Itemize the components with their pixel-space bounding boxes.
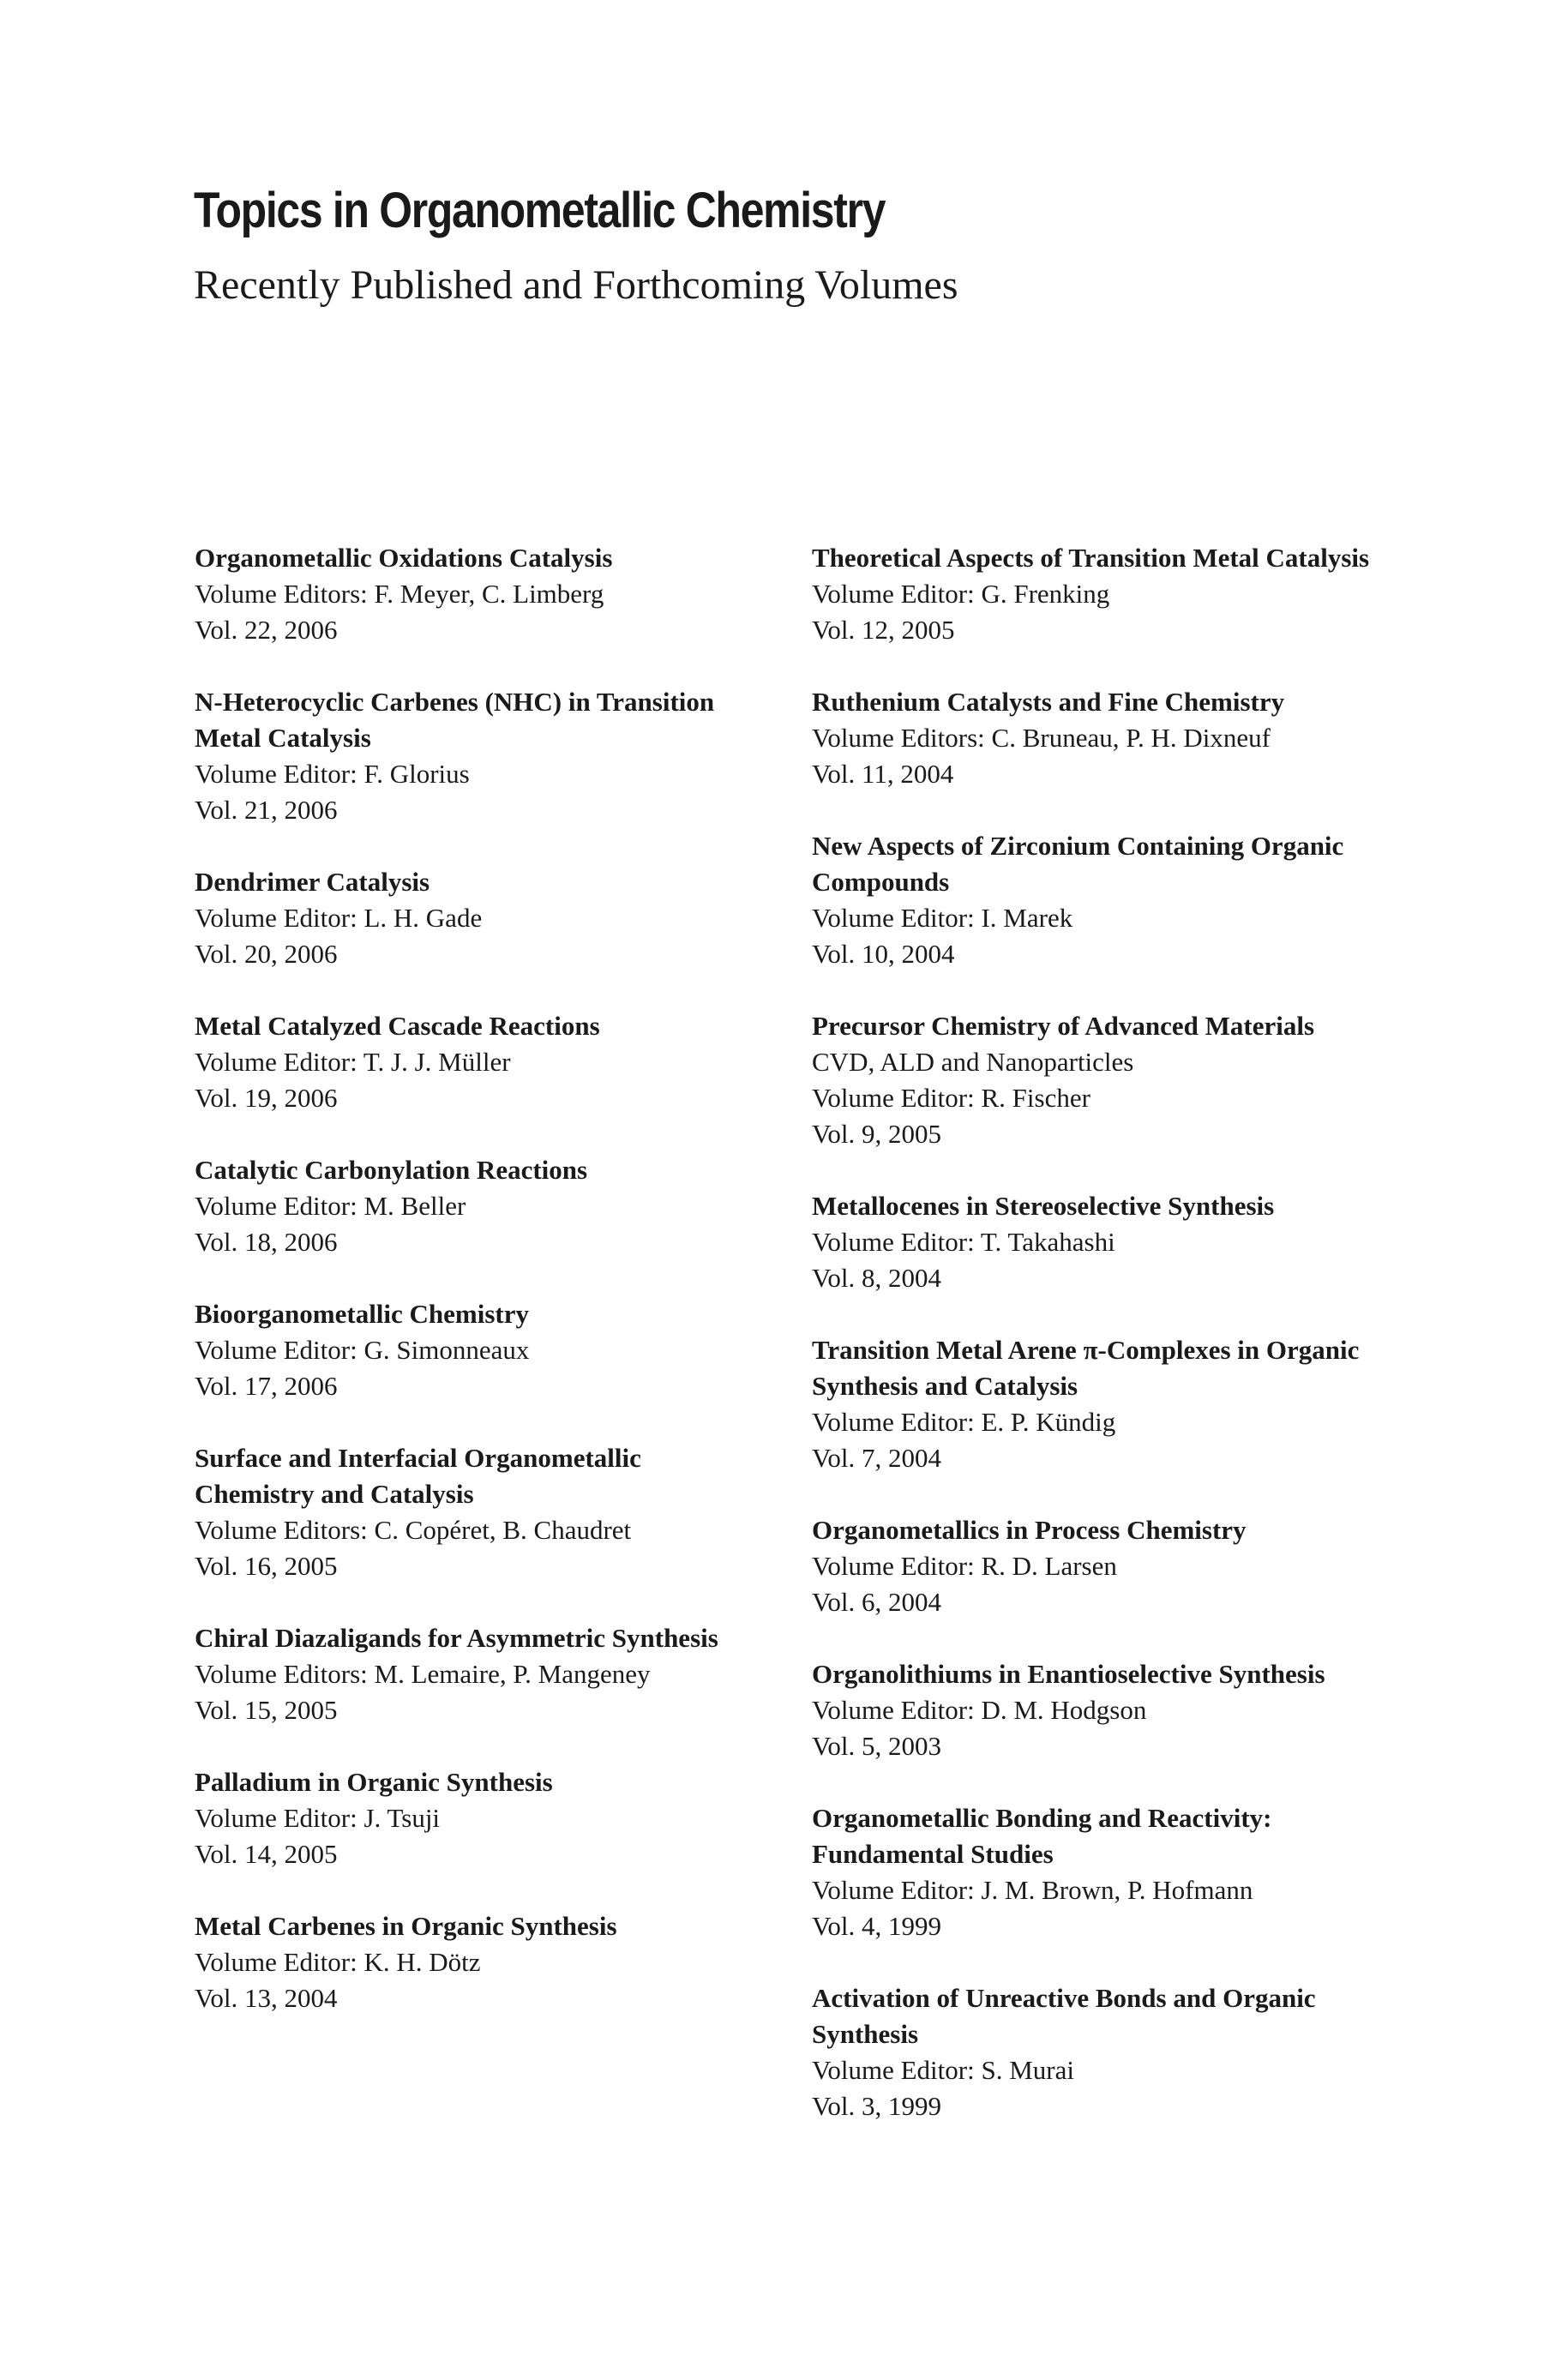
volume-title: Ruthenium Catalysts and Fine Chemistry: [812, 687, 1285, 717]
volume-entry: [812, 1512, 1412, 1620]
volume-editors: Volume Editor: G. Frenking: [812, 579, 1110, 609]
volume-entry: [195, 1908, 795, 2016]
volume-editors: Volume Editor: J. Tsuji: [195, 1803, 441, 1833]
volume-title: Bioorganometallic Chemistry: [195, 1299, 530, 1329]
volume-entry: [812, 1980, 1412, 2124]
volume-editors: Volume Editor: J. M. Brown, P. Hofmann: [812, 1875, 1253, 1905]
volume-title: Organometallic Bonding and Reactivity: Fundamental Studies: [812, 1803, 1272, 1869]
volume-editors: Volume Editor: R. Fischer: [812, 1083, 1090, 1113]
volume-title: N-Heterocyclic Carbenes (NHC) in Transition Metal Catalysis: [195, 687, 715, 753]
volume-entry: [812, 1656, 1412, 1764]
volume-number: Vol. 19, 2006: [195, 1083, 338, 1113]
volume-number: Vol. 16, 2005: [195, 1551, 338, 1581]
volume-title: Metal Catalyzed Cascade Reactions: [195, 1011, 600, 1041]
volume-entry: [195, 1440, 795, 1584]
volume-number: Vol. 14, 2005: [195, 1839, 338, 1869]
volume-editors: Volume Editor: M. Beller: [195, 1191, 466, 1221]
volume-entry: [195, 1296, 795, 1404]
left-volume-list: [195, 540, 795, 2052]
volume-entry: [195, 540, 795, 648]
volume-title: Metal Carbenes in Organic Synthesis: [195, 1911, 617, 1941]
volume-entry: [812, 1008, 1412, 1152]
volume-entry: [195, 684, 795, 828]
volume-title: Organometallic Oxidations Catalysis: [195, 543, 613, 573]
volume-entry: [195, 1008, 795, 1116]
volume-number: Vol. 9, 2005: [812, 1119, 942, 1149]
volume-number: Vol. 18, 2006: [195, 1227, 338, 1257]
volume-editors: Volume Editors: M. Lemaire, P. Mangeney: [195, 1659, 651, 1689]
volume-title: Chiral Diazaligands for Asymmetric Synthesis: [195, 1623, 718, 1653]
series-subtitle: Recently Published and Forthcoming Volumes: [194, 262, 958, 308]
volume-editors: Volume Editor: F. Glorius: [195, 759, 470, 789]
volume-title: Activation of Unreactive Bonds and Organic Synthesis: [812, 1983, 1316, 2049]
volume-title: Theoretical Aspects of Transition Metal Catalysis: [812, 543, 1370, 573]
volume-title: Surface and Interfacial Organometallic Chemistry and Catalysis: [195, 1443, 641, 1509]
volume-editors: Volume Editors: C. Copéret, B. Chaudret: [195, 1515, 632, 1545]
volume-title: Palladium in Organic Synthesis: [195, 1767, 553, 1797]
volume-title: Organometallics in Process Chemistry: [812, 1515, 1247, 1545]
volume-title: Catalytic Carbonylation Reactions: [195, 1155, 588, 1185]
volume-editors: Volume Editor: S. Murai: [812, 2055, 1074, 2085]
volume-number: Vol. 8, 2004: [812, 1263, 942, 1293]
volume-title: New Aspects of Zirconium Containing Organic Compounds: [812, 831, 1344, 897]
volume-editors: Volume Editor: E. P. Kündig: [812, 1407, 1116, 1437]
volume-title: Organolithiums in Enantioselective Synthesis: [812, 1659, 1325, 1689]
volume-number: Vol. 13, 2004: [195, 1983, 338, 2013]
volume-entry: [195, 1152, 795, 1260]
volume-editors: Volume Editors: F. Meyer, C. Limberg: [195, 579, 604, 609]
volume-entry: [812, 540, 1412, 648]
volume-editors: Volume Editor: R. D. Larsen: [812, 1551, 1117, 1581]
volume-entry: [812, 684, 1412, 792]
series-title: Topics in Organometallic Chemistry: [194, 183, 886, 238]
volume-editors: Volume Editor: T. Takahashi: [812, 1227, 1115, 1257]
volume-subtitle: CVD, ALD and Nanoparticles: [812, 1047, 1134, 1077]
right-volume-list: [812, 540, 1412, 2160]
volume-editors: Volume Editor: T. J. J. Müller: [195, 1047, 511, 1077]
volume-number: Vol. 4, 1999: [812, 1911, 942, 1941]
volume-title: Metallocenes in Stereoselective Synthesis: [812, 1191, 1275, 1221]
volume-number: Vol. 15, 2005: [195, 1695, 338, 1725]
volume-number: Vol. 20, 2006: [195, 939, 338, 969]
volume-number: Vol. 22, 2006: [195, 615, 338, 645]
volume-number: Vol. 5, 2003: [812, 1731, 942, 1761]
volume-number: Vol. 11, 2004: [812, 759, 954, 789]
volume-entry: [195, 1764, 795, 1872]
volume-editors: Volume Editors: C. Bruneau, P. H. Dixneuf: [812, 723, 1271, 753]
volume-number: Vol. 3, 1999: [812, 2091, 942, 2121]
volume-editors: Volume Editor: I. Marek: [812, 903, 1073, 933]
volume-number: Vol. 10, 2004: [812, 939, 955, 969]
volume-title: Dendrimer Catalysis: [195, 867, 430, 897]
volume-entry: [812, 1332, 1412, 1476]
volume-title: Precursor Chemistry of Advanced Materials: [812, 1011, 1315, 1041]
volume-editors: Volume Editor: K. H. Dötz: [195, 1947, 481, 1977]
volume-number: Vol. 12, 2005: [812, 615, 955, 645]
volume-entry: [812, 1800, 1412, 1944]
volume-editors: Volume Editor: G. Simonneaux: [195, 1335, 530, 1365]
volume-title: Transition Metal Arene π-Complexes in Organic Synthesis and Catalysis: [812, 1335, 1360, 1401]
volume-number: Vol. 6, 2004: [812, 1587, 942, 1617]
volume-editors: Volume Editor: D. M. Hodgson: [812, 1695, 1147, 1725]
volume-number: Vol. 17, 2006: [195, 1371, 338, 1401]
volume-entry: [812, 828, 1412, 972]
volume-editors: Volume Editor: L. H. Gade: [195, 903, 483, 933]
volume-entry: [812, 1188, 1412, 1296]
volume-number: Vol. 21, 2006: [195, 795, 338, 825]
volume-number: Vol. 7, 2004: [812, 1443, 942, 1473]
volume-entry: [195, 864, 795, 972]
volume-entry: [195, 1620, 795, 1728]
